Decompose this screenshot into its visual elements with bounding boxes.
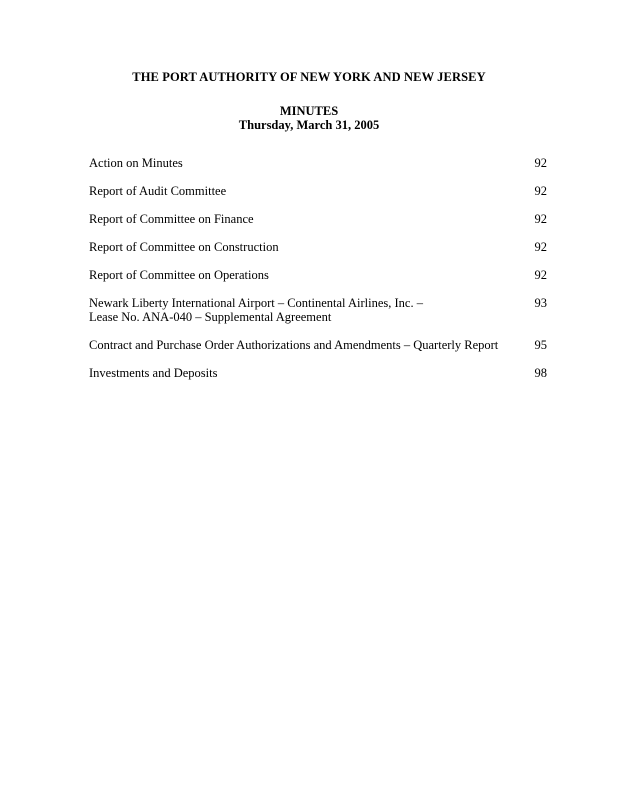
toc-entry-title: Report of Committee on Construction — [89, 240, 279, 254]
toc-entry-page: 92 — [534, 156, 547, 170]
toc-entry — [89, 338, 547, 352]
toc-entry-page: 92 — [534, 212, 547, 226]
toc-entry-page: 92 — [534, 268, 547, 282]
toc-entry-page: 92 — [534, 184, 547, 198]
toc-entry-title: Newark Liberty International Airport – Continental Airlines, Inc. – — [89, 296, 423, 310]
toc-entry-page: 93 — [534, 296, 547, 310]
toc-entry-page: 95 — [534, 338, 547, 352]
toc-entry — [89, 184, 547, 198]
toc-entry-title: Action on Minutes — [89, 156, 183, 170]
toc-entry — [89, 296, 547, 324]
toc-entry-title: Report of Committee on Finance — [89, 212, 254, 226]
toc-entry — [89, 212, 547, 226]
document-title: MINUTES — [279, 104, 339, 118]
toc-entry-title: Report of Committee on Operations — [89, 268, 269, 282]
toc-entry-page: 98 — [534, 366, 547, 380]
toc-entry-page: 92 — [534, 240, 547, 254]
toc-entry-title: Report of Audit Committee — [89, 184, 227, 198]
toc-entry-title: Contract and Purchase Order Authorizations and Amendments – Quarterly Report — [89, 338, 499, 352]
toc-entry — [89, 240, 547, 254]
toc-entry — [89, 268, 547, 282]
toc-entry — [89, 366, 547, 380]
meeting-date: Thursday, March 31, 2005 — [238, 118, 380, 132]
toc-entry-title-continued: Lease No. ANA-040 – Supplemental Agreement — [89, 310, 332, 324]
organization-title: THE PORT AUTHORITY OF NEW YORK AND NEW JERSEY — [132, 70, 486, 84]
toc-entry-title: Investments and Deposits — [89, 366, 218, 380]
toc-entry — [89, 156, 547, 170]
